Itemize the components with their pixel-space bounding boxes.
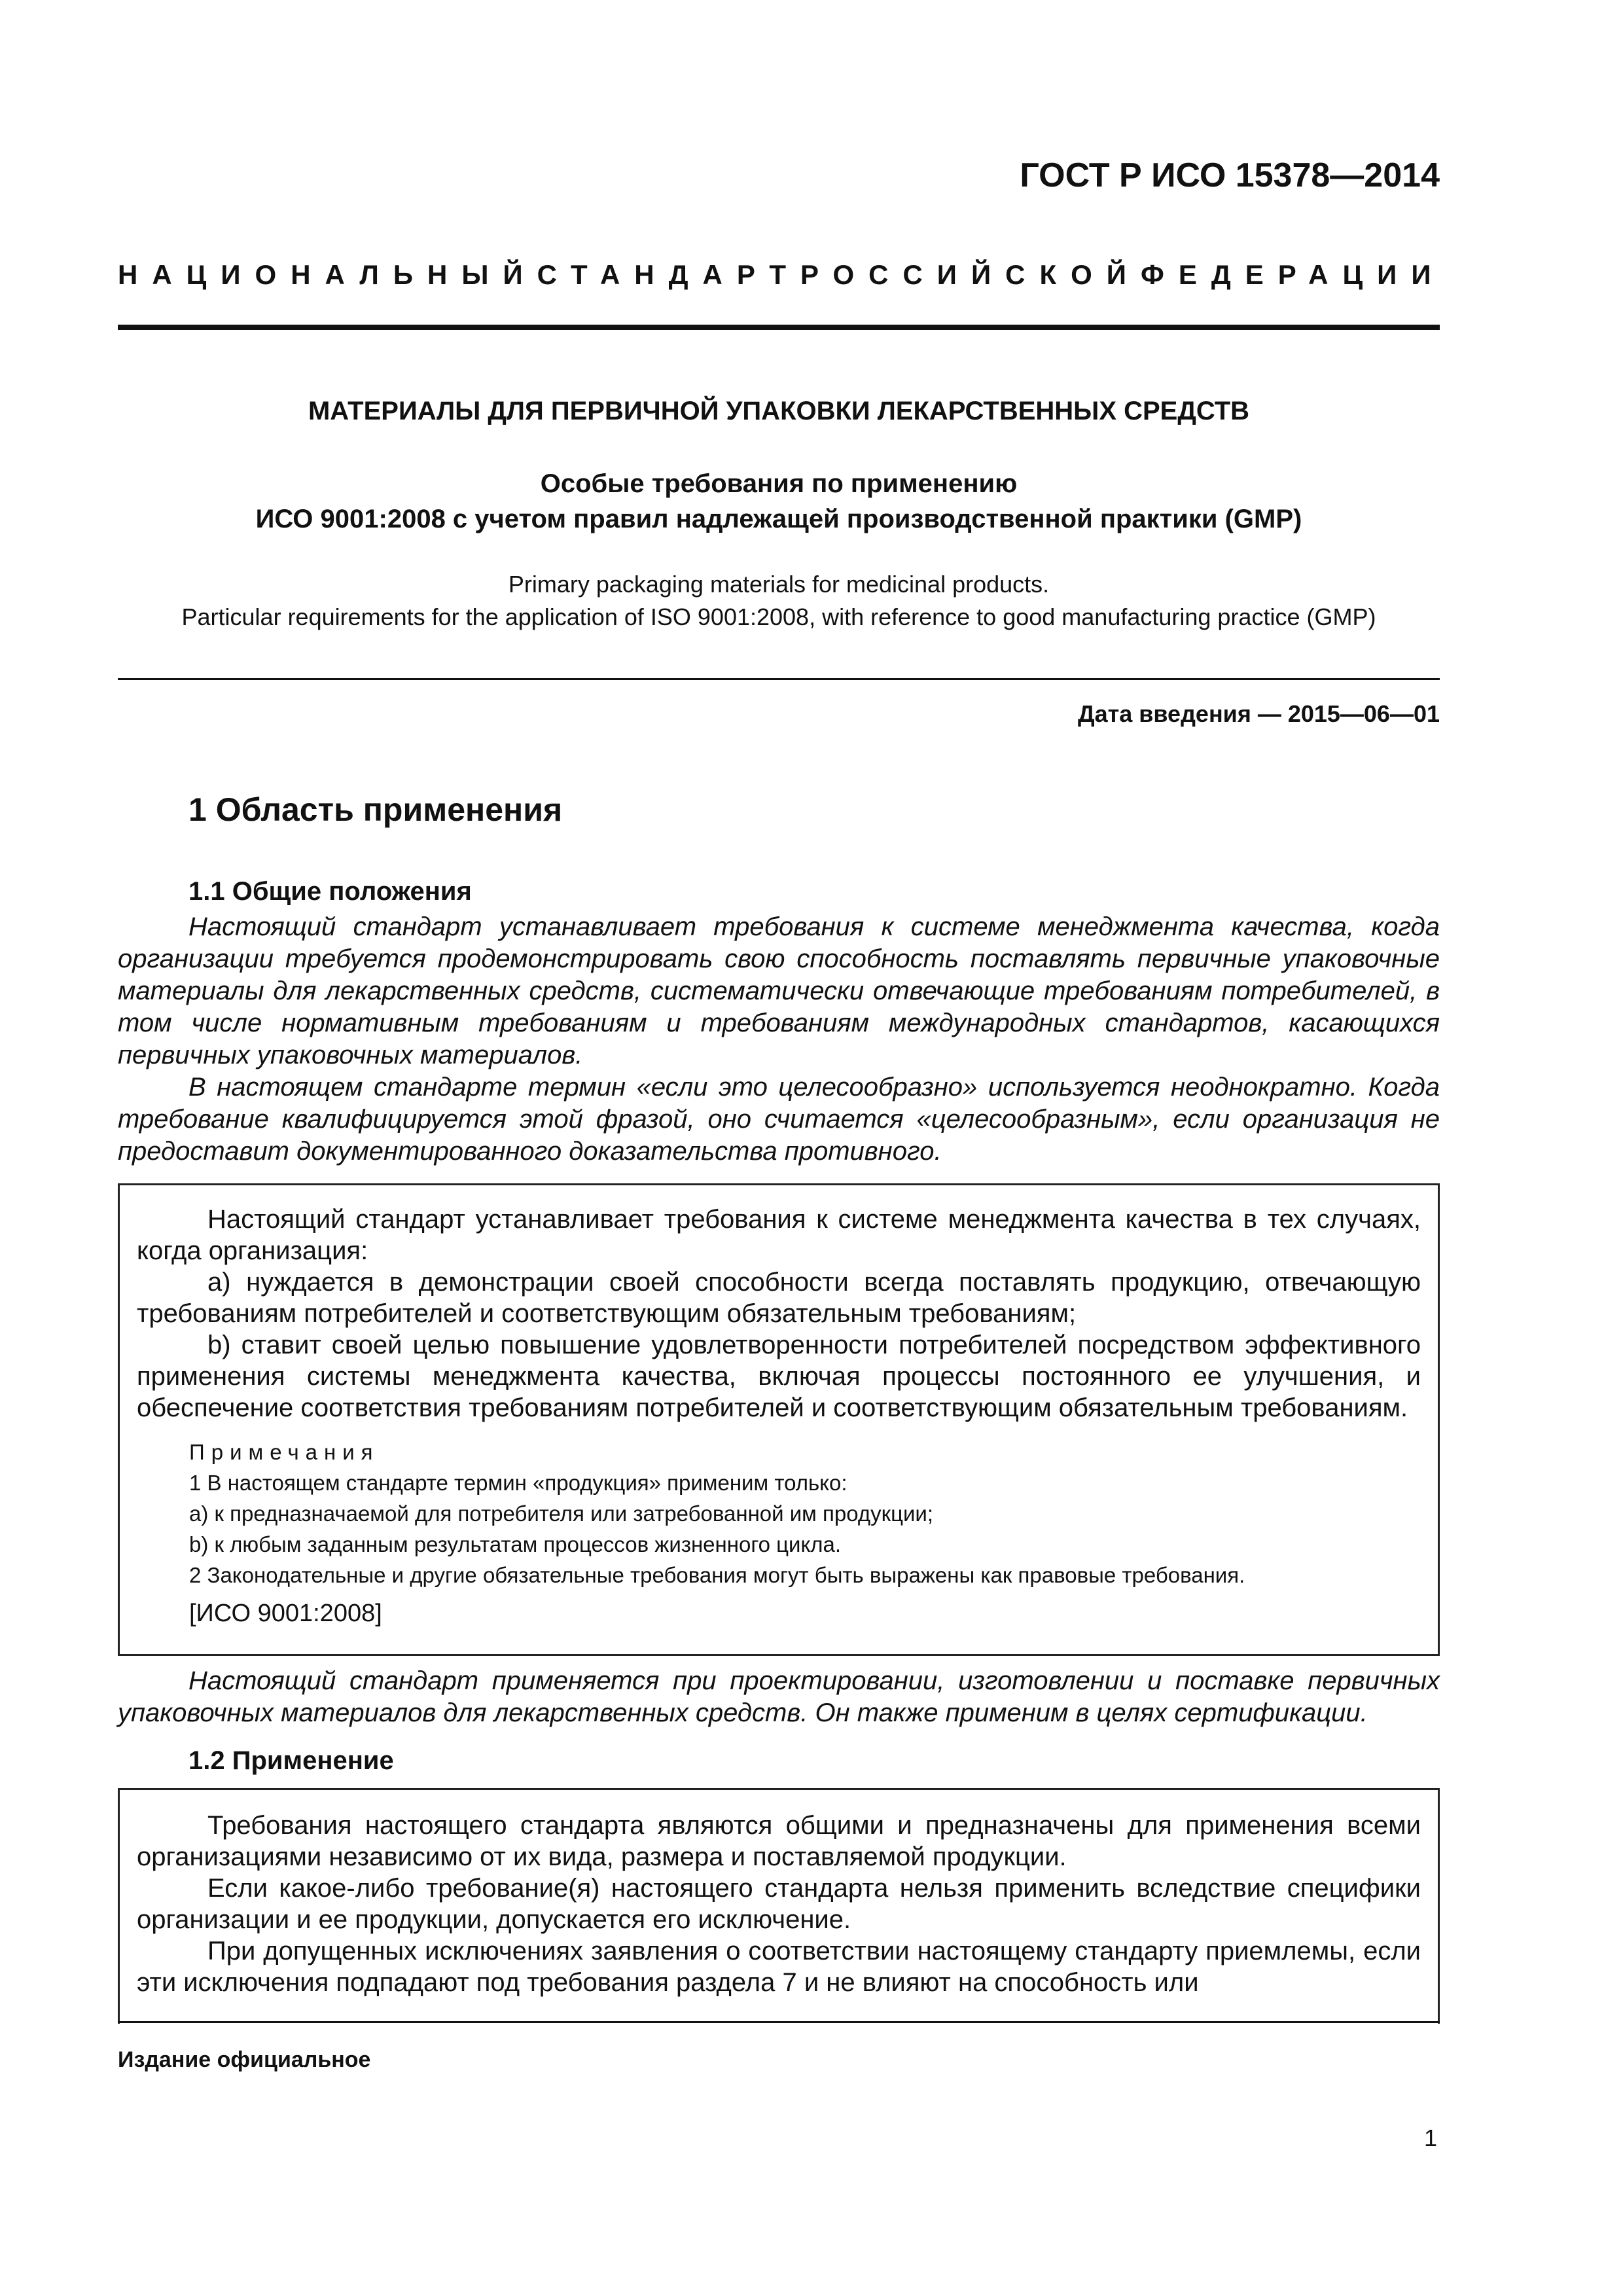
title-divider	[118, 678, 1440, 680]
paragraph: Настоящий стандарт применяется при проектировании, изготовлении и поставке первичных упаковочных материалов для лекарственных средств. Он также применим в целях сертификации.	[118, 1666, 1440, 1727]
english-title-line-2: Particular requirements for the application of ISO 9001:2008, with reference to good manufacturing practice (GMP)	[181, 603, 1376, 630]
general-provisions-text	[118, 911, 1440, 1168]
introduction-date: Дата введения — 2015—06—01	[1077, 700, 1440, 727]
paragraph: В настоящем стандарте термин «если это целесообразно» используется неоднократно. Когда требование квалифицируется этой фразой, оно считается «целесообразным», если организация не предоставит документированного доказательства противного.	[118, 1073, 1440, 1166]
document-code: ГОСТ Р ИСО 15378—2014	[1020, 156, 1440, 194]
quote-source: [ИСО 9001:2008]	[189, 1600, 382, 1627]
band-word-russian: РОССИЙСКОЙ	[800, 259, 1141, 290]
note-item: 2 Законодательные и другие обязательные требования могут быть выражены как правовые требования.	[189, 1563, 1245, 1587]
english-title	[118, 568, 1440, 634]
application-scope-text	[118, 1665, 1440, 1729]
page-number: 1	[1423, 2125, 1437, 2151]
box-paragraph: Настоящий стандарт устанавливает требования к системе менеджмента качества в тех случаях, когда организация:	[137, 1205, 1421, 1265]
header-divider-thick	[118, 325, 1440, 330]
band-word-national: НАЦИОНАЛЬНЫЙ	[118, 259, 537, 290]
box-paragraph: b) ставит своей целью повышение удовлетворенности потребителей посредством эффективного применения системы менеджмента качества, включая процессы постоянного ее улучшения, и обеспечение соответствия требованиям потребителей и соответствующим обязательным требованиям.	[137, 1331, 1421, 1422]
document-title: МАТЕРИАЛЫ ДЛЯ ПЕРВИЧНОЙ УПАКОВКИ ЛЕКАРСТВЕННЫХ СРЕДСТВ	[308, 397, 1250, 425]
iso-9001-quote-box	[118, 1183, 1440, 1656]
box-paragraph: Требования настоящего стандарта являются общими и предназначены для применения всеми организациями независимо от их вида, размера и поставляемой продукции.	[137, 1811, 1421, 1871]
box-paragraph: Если какое-либо требование(я) настоящего стандарта нельзя применить вследствие специфики организации и ее продукции, допускается его исключение.	[137, 1874, 1421, 1934]
subsection-heading-application: 1.2 Применение	[188, 1746, 394, 1775]
notes-block	[137, 1437, 1421, 1590]
national-standard-band	[118, 259, 1446, 291]
notes-heading: Примечания	[189, 1440, 380, 1464]
note-item: 1 В настоящем стандарте термин «продукция» применим только:	[189, 1471, 847, 1495]
english-title-line-1: Primary packaging materials for medicinal products.	[508, 571, 1050, 598]
note-item: a) к предназначаемой для потребителя или затребованной им продукции;	[189, 1501, 934, 1526]
subsection-heading-general: 1.1 Общие положения	[188, 877, 472, 906]
official-edition-label: Издание официальное	[118, 2047, 371, 2072]
box-paragraph: При допущенных исключениях заявления о соответствии настоящему стандарту приемлемы, если эти исключения подпадают под требования раздела 7 и не влияют на способность или	[137, 1937, 1421, 1997]
application-quote-box	[118, 1788, 1440, 2024]
note-item: b) к любым заданным результатам процессов жизненного цикла.	[189, 1532, 842, 1556]
footer-divider	[118, 2021, 1440, 2023]
band-word-standard: СТАНДАРТ	[537, 259, 800, 290]
section-heading-scope: 1 Область применения	[188, 791, 563, 828]
subtitle-line-1: Особые требования по применению	[540, 469, 1018, 498]
paragraph: Настоящий стандарт устанавливает требования к системе менеджмента качества, когда организации требуется продемонстрировать свою способность поставлять первичные упаковочные материалы для лекарственных средств, систематически отвечающие требованиям потребителей, в том числе нормативным требованиям и требованиям международных стандартов, касающихся первичных упаковочных материалов.	[118, 912, 1440, 1069]
box-paragraph: a) нуждается в демонстрации своей способности всегда поставлять продукцию, отвечающую требованиям потребителей и соответствующим обязательным требованиям;	[137, 1268, 1421, 1328]
document-subtitle	[118, 466, 1440, 537]
subtitle-line-2: ИСО 9001:2008 с учетом правил надлежащей производственной практики (GMP)	[255, 505, 1302, 533]
band-word-federation: ФЕДЕРАЦИИ	[1141, 259, 1446, 290]
